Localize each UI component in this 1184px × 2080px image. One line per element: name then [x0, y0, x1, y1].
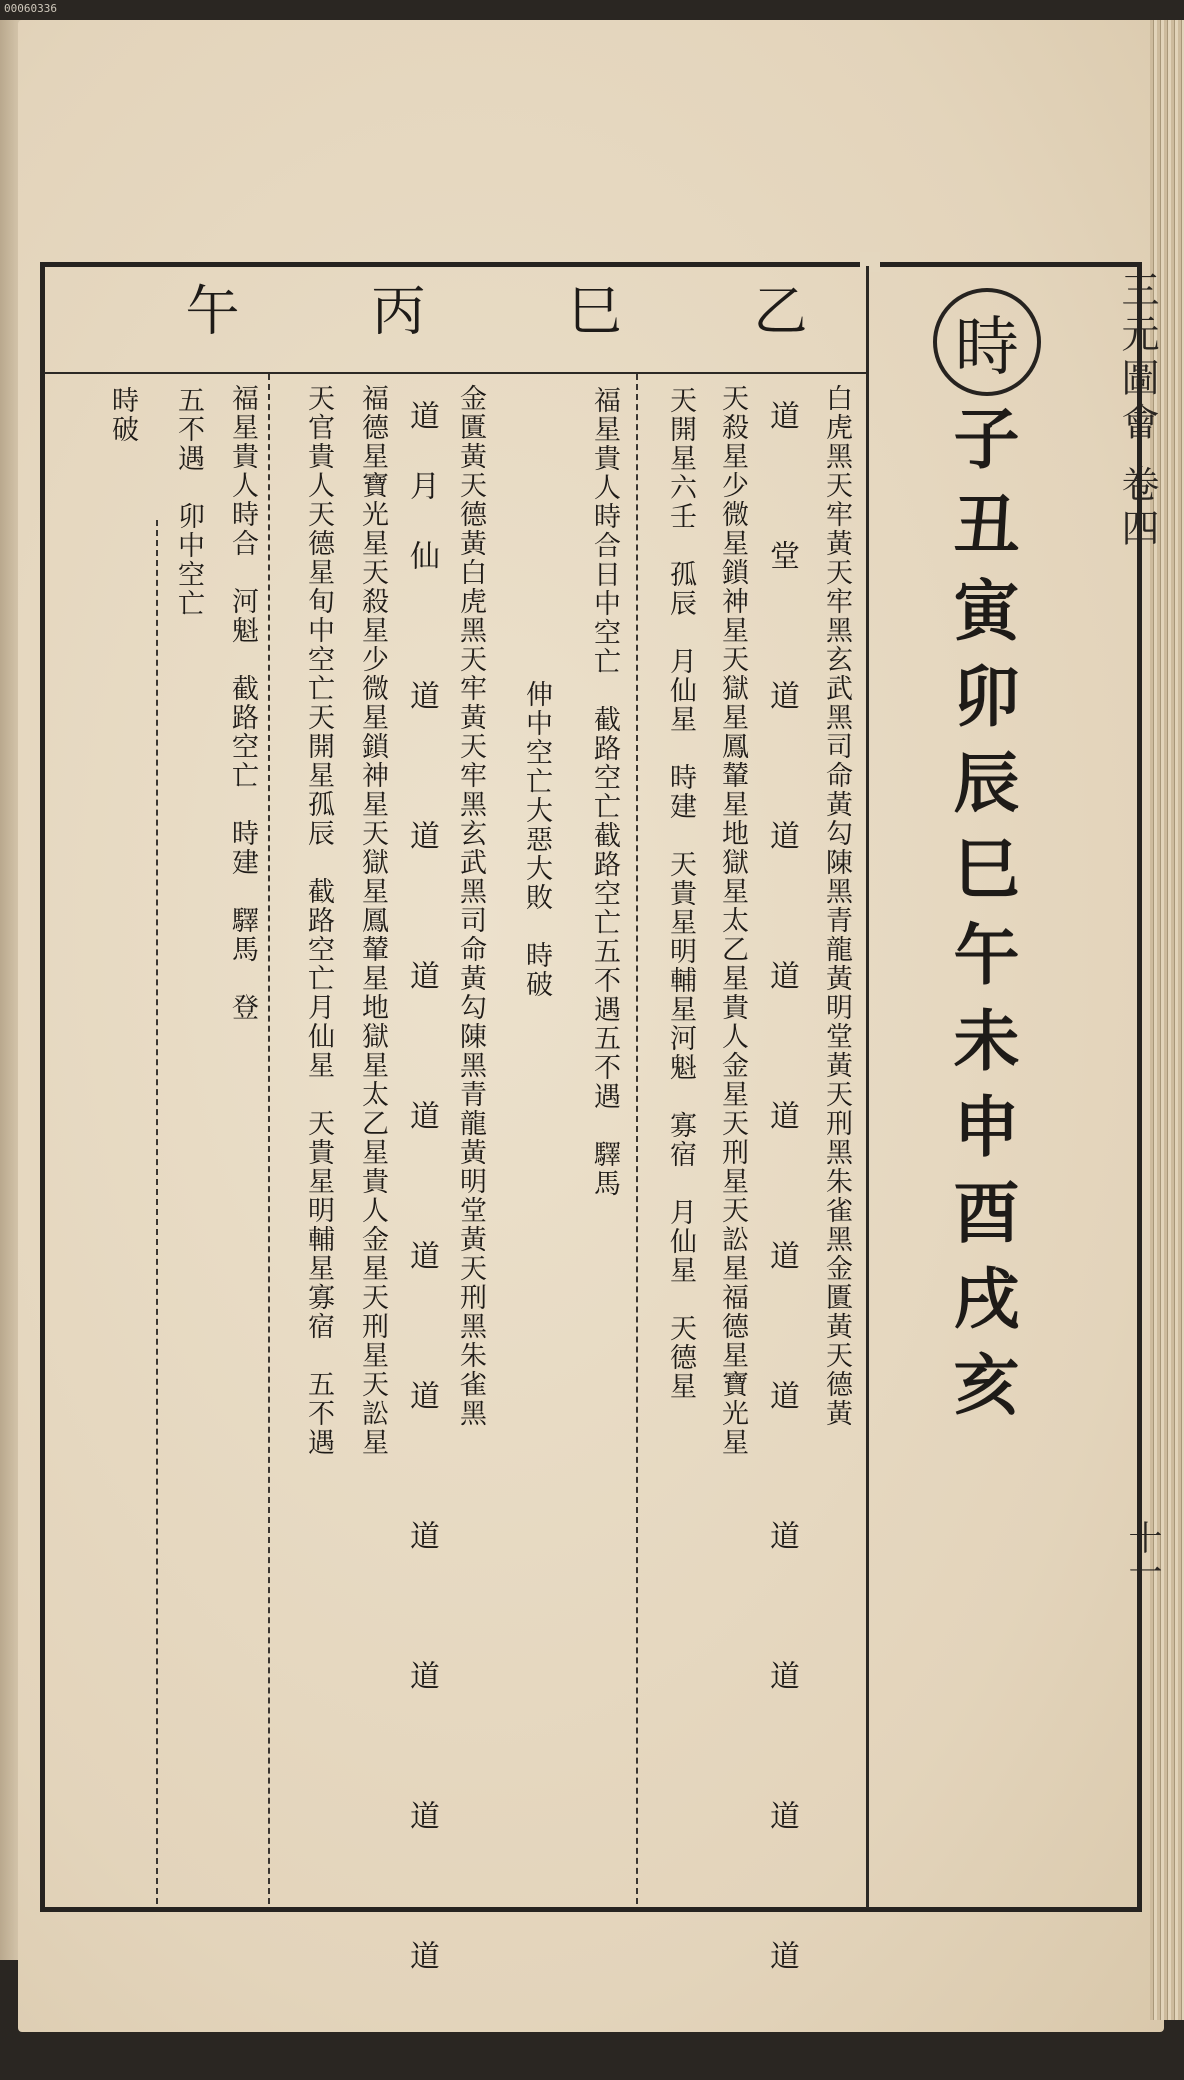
yi-stars-1: 天殺星少微星鎖神星天獄星鳳輦星地獄星太乙星貴人金星天刑星天訟星福德星寶光星	[717, 384, 748, 1457]
section-divider-yi-bing	[636, 374, 638, 1904]
hours-divider	[866, 266, 869, 1908]
margin-title: 三元圖會 卷四	[1115, 270, 1159, 553]
stem-si: 巳	[559, 282, 622, 436]
shi-badge: 時	[933, 288, 1041, 396]
frame-gap	[860, 252, 880, 272]
yi-stars-2: 天開星六壬 孤辰 月仙星 時建 天貴星明輔星河魁 寡宿 月仙星 天德星	[665, 386, 696, 1401]
section-divider-wu-end	[156, 520, 158, 1904]
stem-yi: 乙	[745, 282, 808, 436]
bing-roads: 道月仙 道 道 道 道 道 道 道 道 道 道	[404, 400, 439, 2010]
yi-deities: 白虎黑天牢黃天牢黑玄武黑司命黃勾陳黑青龍黃明堂黃天刑黑朱雀黑金匱黃天德黃	[821, 384, 852, 1428]
yi-roads: 道 堂 道 道 道 道 道 道 道 道 道 道	[764, 400, 799, 2010]
stem-bing: 丙	[363, 282, 426, 436]
page-number: 十一	[1122, 1520, 1162, 1588]
bing-deities: 金匱黃天德黃白虎黑天牢黃天牢黑玄武黑司命黃勾陳黑青龍黃明堂黃天刑黑朱雀黑	[455, 384, 486, 1428]
bing-stars-4: 五不遇 卯中空亡	[173, 386, 204, 618]
stem-wu: 午	[177, 282, 240, 436]
bing-stars-2: 天官貴人天德星旬中空亡天開星孤辰 截路空亡月仙星 天貴星明輔星寡宿 五不遇	[303, 384, 334, 1457]
yi-stars-4: 伸中空亡大惡大敗 時破	[521, 680, 552, 999]
bing-stars-1: 福德星寶光星天殺星少微星鎖神星天獄星鳳輦星地獄星太乙星貴人金星天刑星天訟星	[357, 384, 388, 1457]
scan-id: 00060336	[4, 2, 57, 15]
yi-stars-3: 福星貴人時合日中空亡 截路空亡截路空亡五不遇五不遇 驛馬	[589, 386, 620, 1198]
section-divider-bing-wu	[268, 374, 270, 1904]
bing-stars-3: 福星貴人時合 河魁 截路空亡 時建 驛馬 登	[227, 384, 258, 1022]
wu-stars-1: 時破	[107, 386, 138, 444]
hours-row: 子丑寅卯辰巳午未申酉戌亥	[942, 404, 1020, 1436]
